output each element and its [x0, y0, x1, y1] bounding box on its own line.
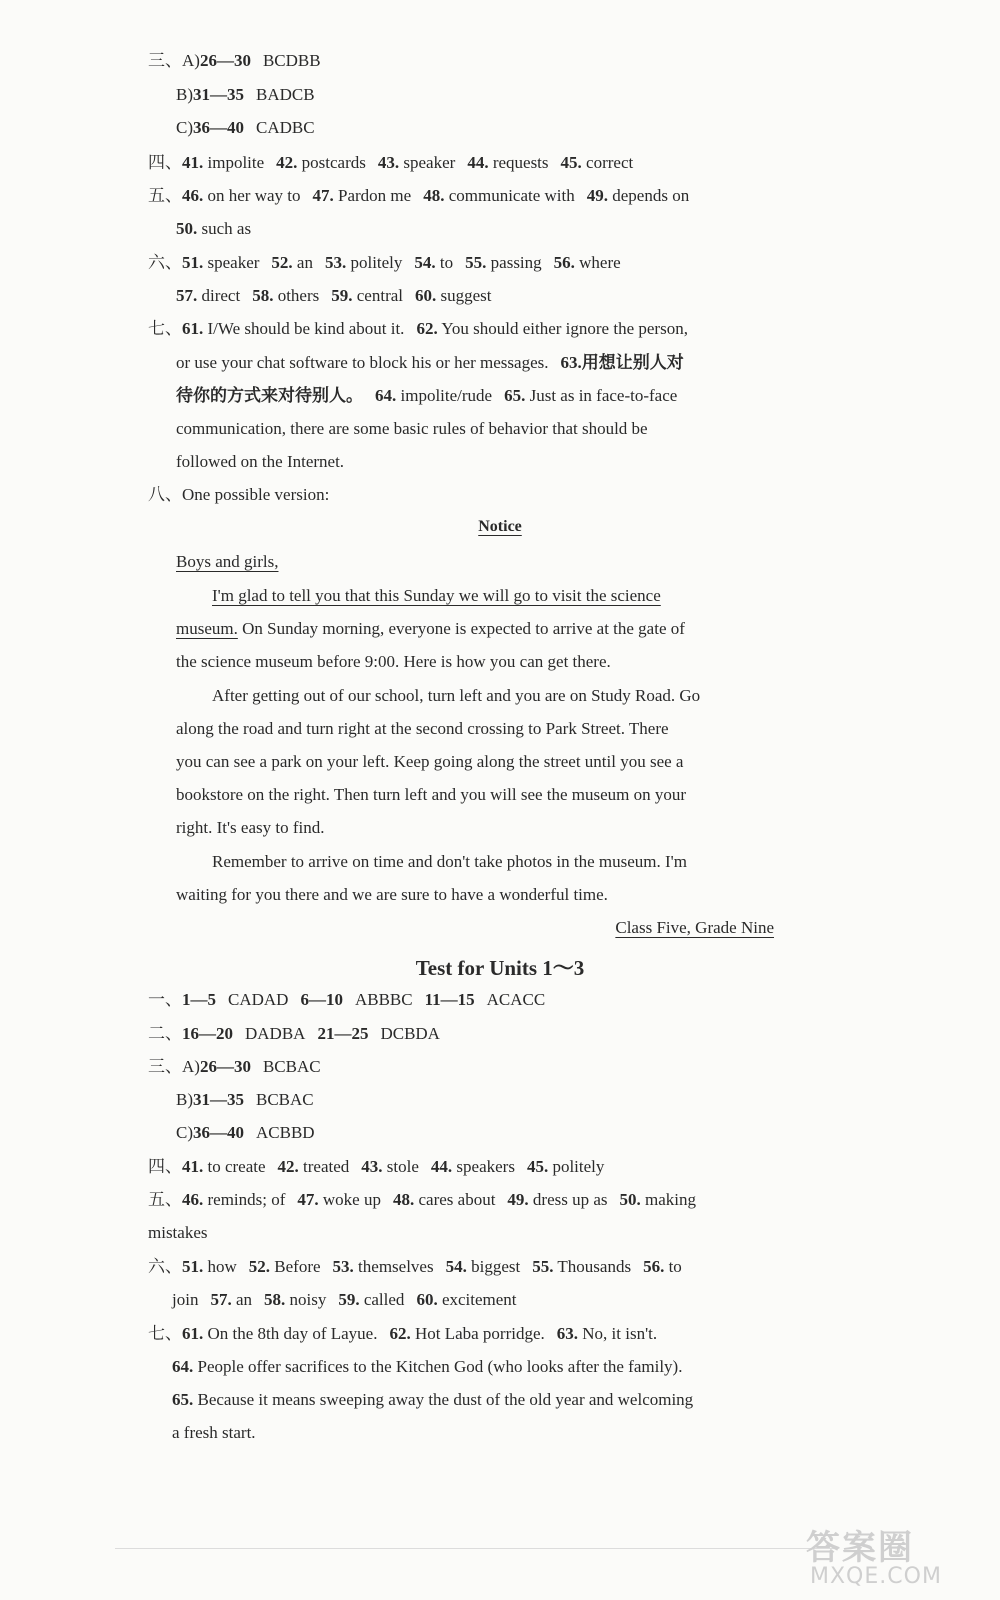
s3-row-b: B)31—35 BADCB [176, 85, 315, 104]
s7-line-4: communication, there are some basic rules of behavior that should be [176, 419, 648, 438]
test-title: Test for Units 1～3 [415, 956, 585, 980]
s6-row-2: 57. direct 58. others 59. central 60. suggest [176, 286, 492, 305]
s3-row-a: 三、A)26—30 BCDBB [148, 51, 321, 70]
s7-line-2: or use your chat software to block his or her messages. 63.用想让别人对 [176, 353, 684, 373]
t6-row-1: 六、51. how 52. Before 53. themselves 54. biggest 55. Thousands 56. to [148, 1257, 682, 1276]
s5-row-1: 五、46. on her way to 47. Pardon me 48. communicate with 49. depends on [148, 186, 690, 205]
notice-p1-line1: I'm glad to tell you that this Sunday we will go to visit the science [212, 586, 661, 605]
t7-line-1: 七、61. On the 8th day of Layue. 62. Hot Laba porridge. 63. No, it isn't. [148, 1324, 658, 1343]
t3-row-c: C)36—40 ACBBD [176, 1123, 315, 1142]
t6-row-2: join 57. an 58. noisy 59. called 60. excitement [172, 1290, 517, 1309]
t7-line-4: a fresh start. [172, 1423, 256, 1442]
notice-title: Notice [478, 518, 522, 535]
notice-p3-line2: waiting for you there and we are sure to have a wonderful time. [176, 885, 608, 904]
notice-greeting: Boys and girls, [176, 552, 279, 571]
notice-p1-line2: museum. On Sunday morning, everyone is expected to arrive at the gate of [176, 619, 685, 638]
t7-line-3: 65. Because it means sweeping away the dust of the old year and welcoming [172, 1390, 694, 1409]
s5-row-2: 50. such as [176, 219, 252, 238]
notice-signature: Class Five, Grade Nine [615, 918, 774, 937]
notice-p2-line4: bookstore on the right. Then turn left and you will see the museum on your [176, 785, 687, 804]
t1-row: 一、1—5 CADAD 6—10 ABBBC 11—15 ACACC [148, 990, 546, 1009]
notice-p2-line5: right. It's easy to find. [176, 818, 325, 837]
notice-p1-line3: the science museum before 9:00. Here is how you can get there. [176, 652, 611, 671]
s7-line-1: 七、61. I/We should be kind about it. 62. You should either ignore the person, [148, 319, 688, 338]
s4-row: 四、41. impolite 42. postcards 43. speaker 44. requests 45. correct [148, 153, 634, 172]
s8-intro: 八、One possible version: [148, 485, 330, 504]
t4-row: 四、41. to create 42. treated 43. stole 44. speakers 45. politely [148, 1157, 605, 1176]
t3-row-a: 三、A)26—30 BCBAC [148, 1057, 321, 1076]
watermark-logo [800, 1520, 990, 1590]
notice-p2-line2: along the road and turn right at the second crossing to Park Street. There [176, 719, 669, 738]
s7-line-5: followed on the Internet. [176, 452, 345, 471]
t3-row-b: B)31—35 BCBAC [176, 1090, 314, 1109]
notice-p3-line1: Remember to arrive on time and don't take photos in the museum. I'm [212, 852, 687, 871]
t2-row: 二、16—20 DADBA 21—25 DCBDA [148, 1024, 440, 1043]
notice-p2-line3: you can see a park on your left. Keep going along the street until you see a [176, 752, 684, 771]
t5-row-2: mistakes [148, 1223, 208, 1242]
s6-row-1: 六、51. speaker 52. an 53. politely 54. to 55. passing 56. where [148, 253, 621, 272]
s3-row-c: C)36—40 CADBC [176, 118, 315, 137]
t7-line-2: 64. People offer sacrifices to the Kitchen God (who looks after the family). [172, 1357, 683, 1376]
notice-p2-line1: After getting out of our school, turn left and you are on Study Road. Go [212, 686, 701, 705]
watermark-text: 答案圈 [806, 1528, 914, 1568]
bottom-rule [115, 1548, 835, 1549]
t5-row-1: 五、46. reminds; of 47. woke up 48. cares about 49. dress up as 50. making [148, 1190, 697, 1209]
s7-line-3: 待你的方式来对待别人。 64. impolite/rude 65. Just as in face-to-face [176, 386, 678, 406]
watermark-url: MXQE.COM [810, 1564, 942, 1589]
